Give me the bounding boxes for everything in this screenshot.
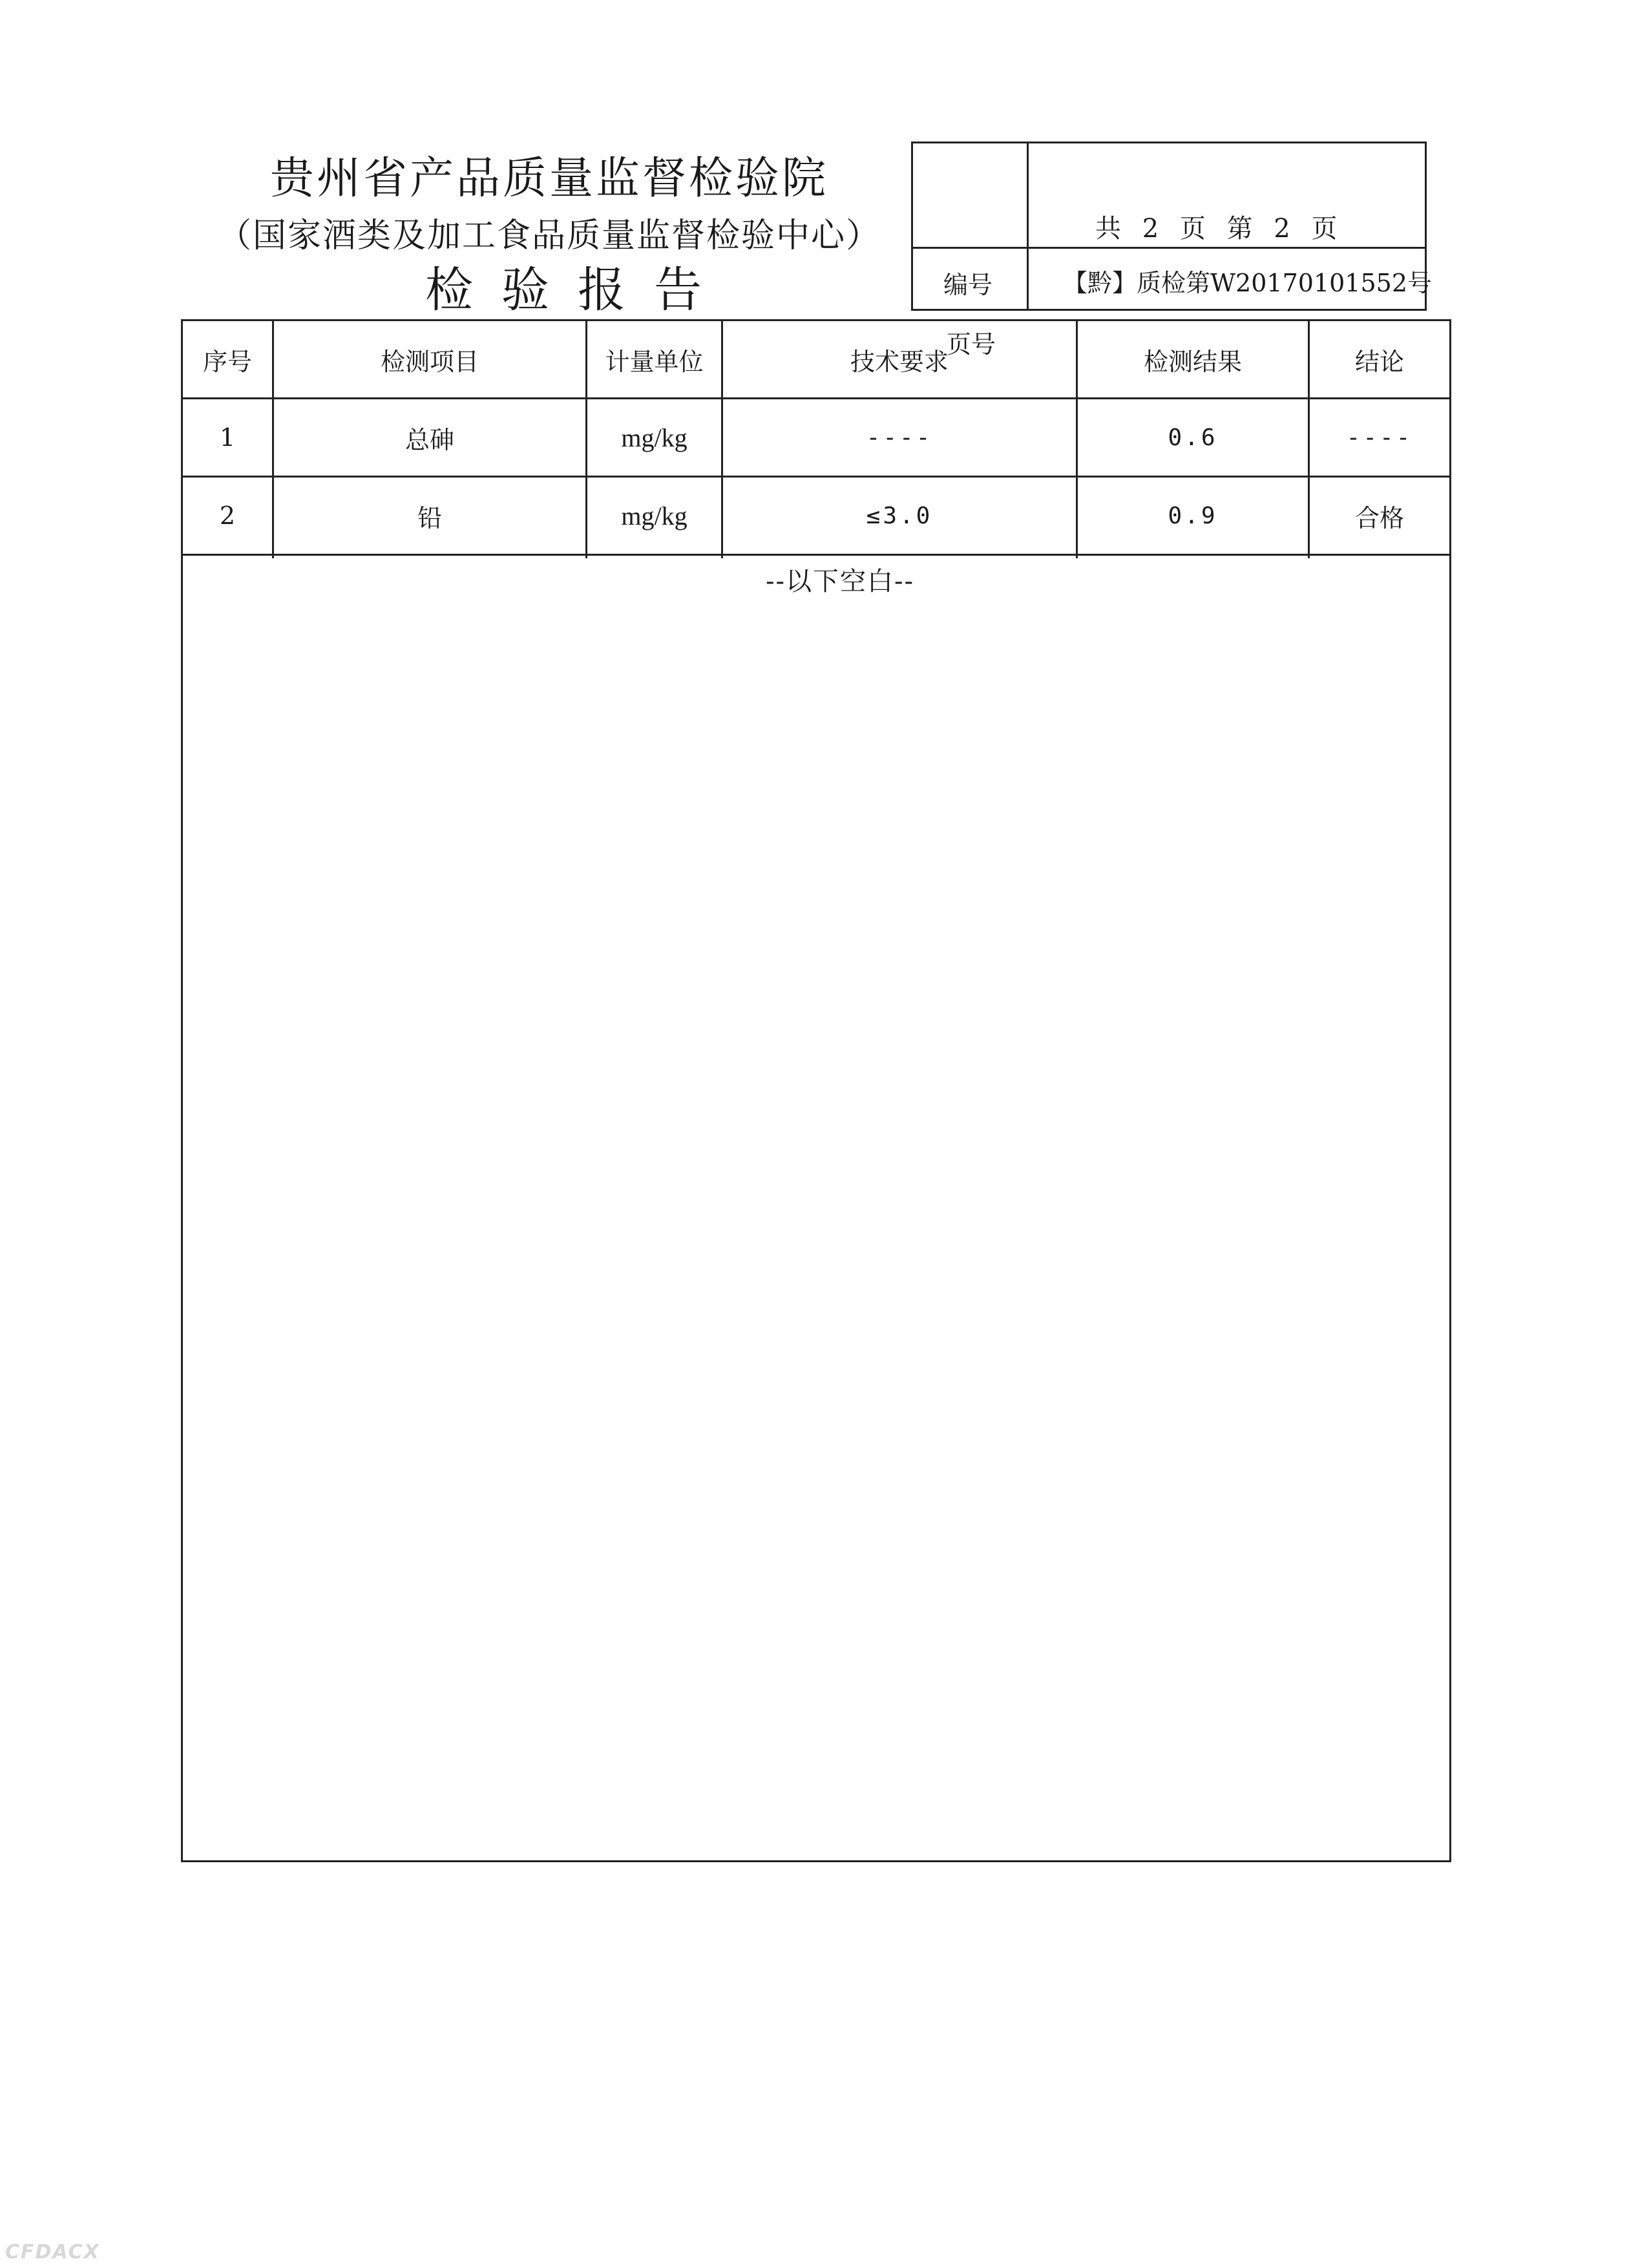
row-requirement: ≤3.0 <box>866 502 933 529</box>
header-unit: 计量单位 <box>605 347 704 376</box>
row-divider <box>181 554 1451 556</box>
blank-below-note: --以下空白-- <box>765 567 915 596</box>
report-number-label: 编号 <box>943 271 993 299</box>
header-result: 检测结果 <box>1143 347 1242 376</box>
page-label: 页号 <box>947 330 996 359</box>
row-conclusion: ---- <box>1346 424 1413 451</box>
watermark: CFDACX <box>5 2241 100 2263</box>
row-result: 0.6 <box>1168 424 1218 451</box>
header-conclusion: 结论 <box>1354 347 1404 376</box>
row-item: 总砷 <box>404 425 454 454</box>
report-title: 检验报告 <box>425 262 730 318</box>
header-item: 检测项目 <box>380 347 479 376</box>
row-unit: mg/kg <box>621 423 688 452</box>
row-result: 0.9 <box>1168 502 1218 529</box>
row-no: 1 <box>219 423 236 452</box>
row-requirement: ---- <box>866 424 933 451</box>
header-requirement: 技术要求 <box>850 347 949 376</box>
org-name: 贵州省产品质量监督检验院 <box>269 153 828 204</box>
row-conclusion: 合格 <box>1354 503 1404 532</box>
meta-divider-horizontal <box>913 247 1425 249</box>
row-item: 铅 <box>417 503 442 532</box>
org-subtitle: （国家酒类及加工食品质量监督检验中心） <box>217 216 881 255</box>
page-value: 共 2 页 第 2 页 <box>1095 214 1344 244</box>
row-no: 2 <box>219 501 236 530</box>
header-no: 序号 <box>202 347 252 376</box>
meta-divider-vertical <box>1027 143 1029 309</box>
report-number-value: 【黔】质检第W20170101552号 <box>1063 269 1433 297</box>
row-unit: mg/kg <box>621 501 688 530</box>
